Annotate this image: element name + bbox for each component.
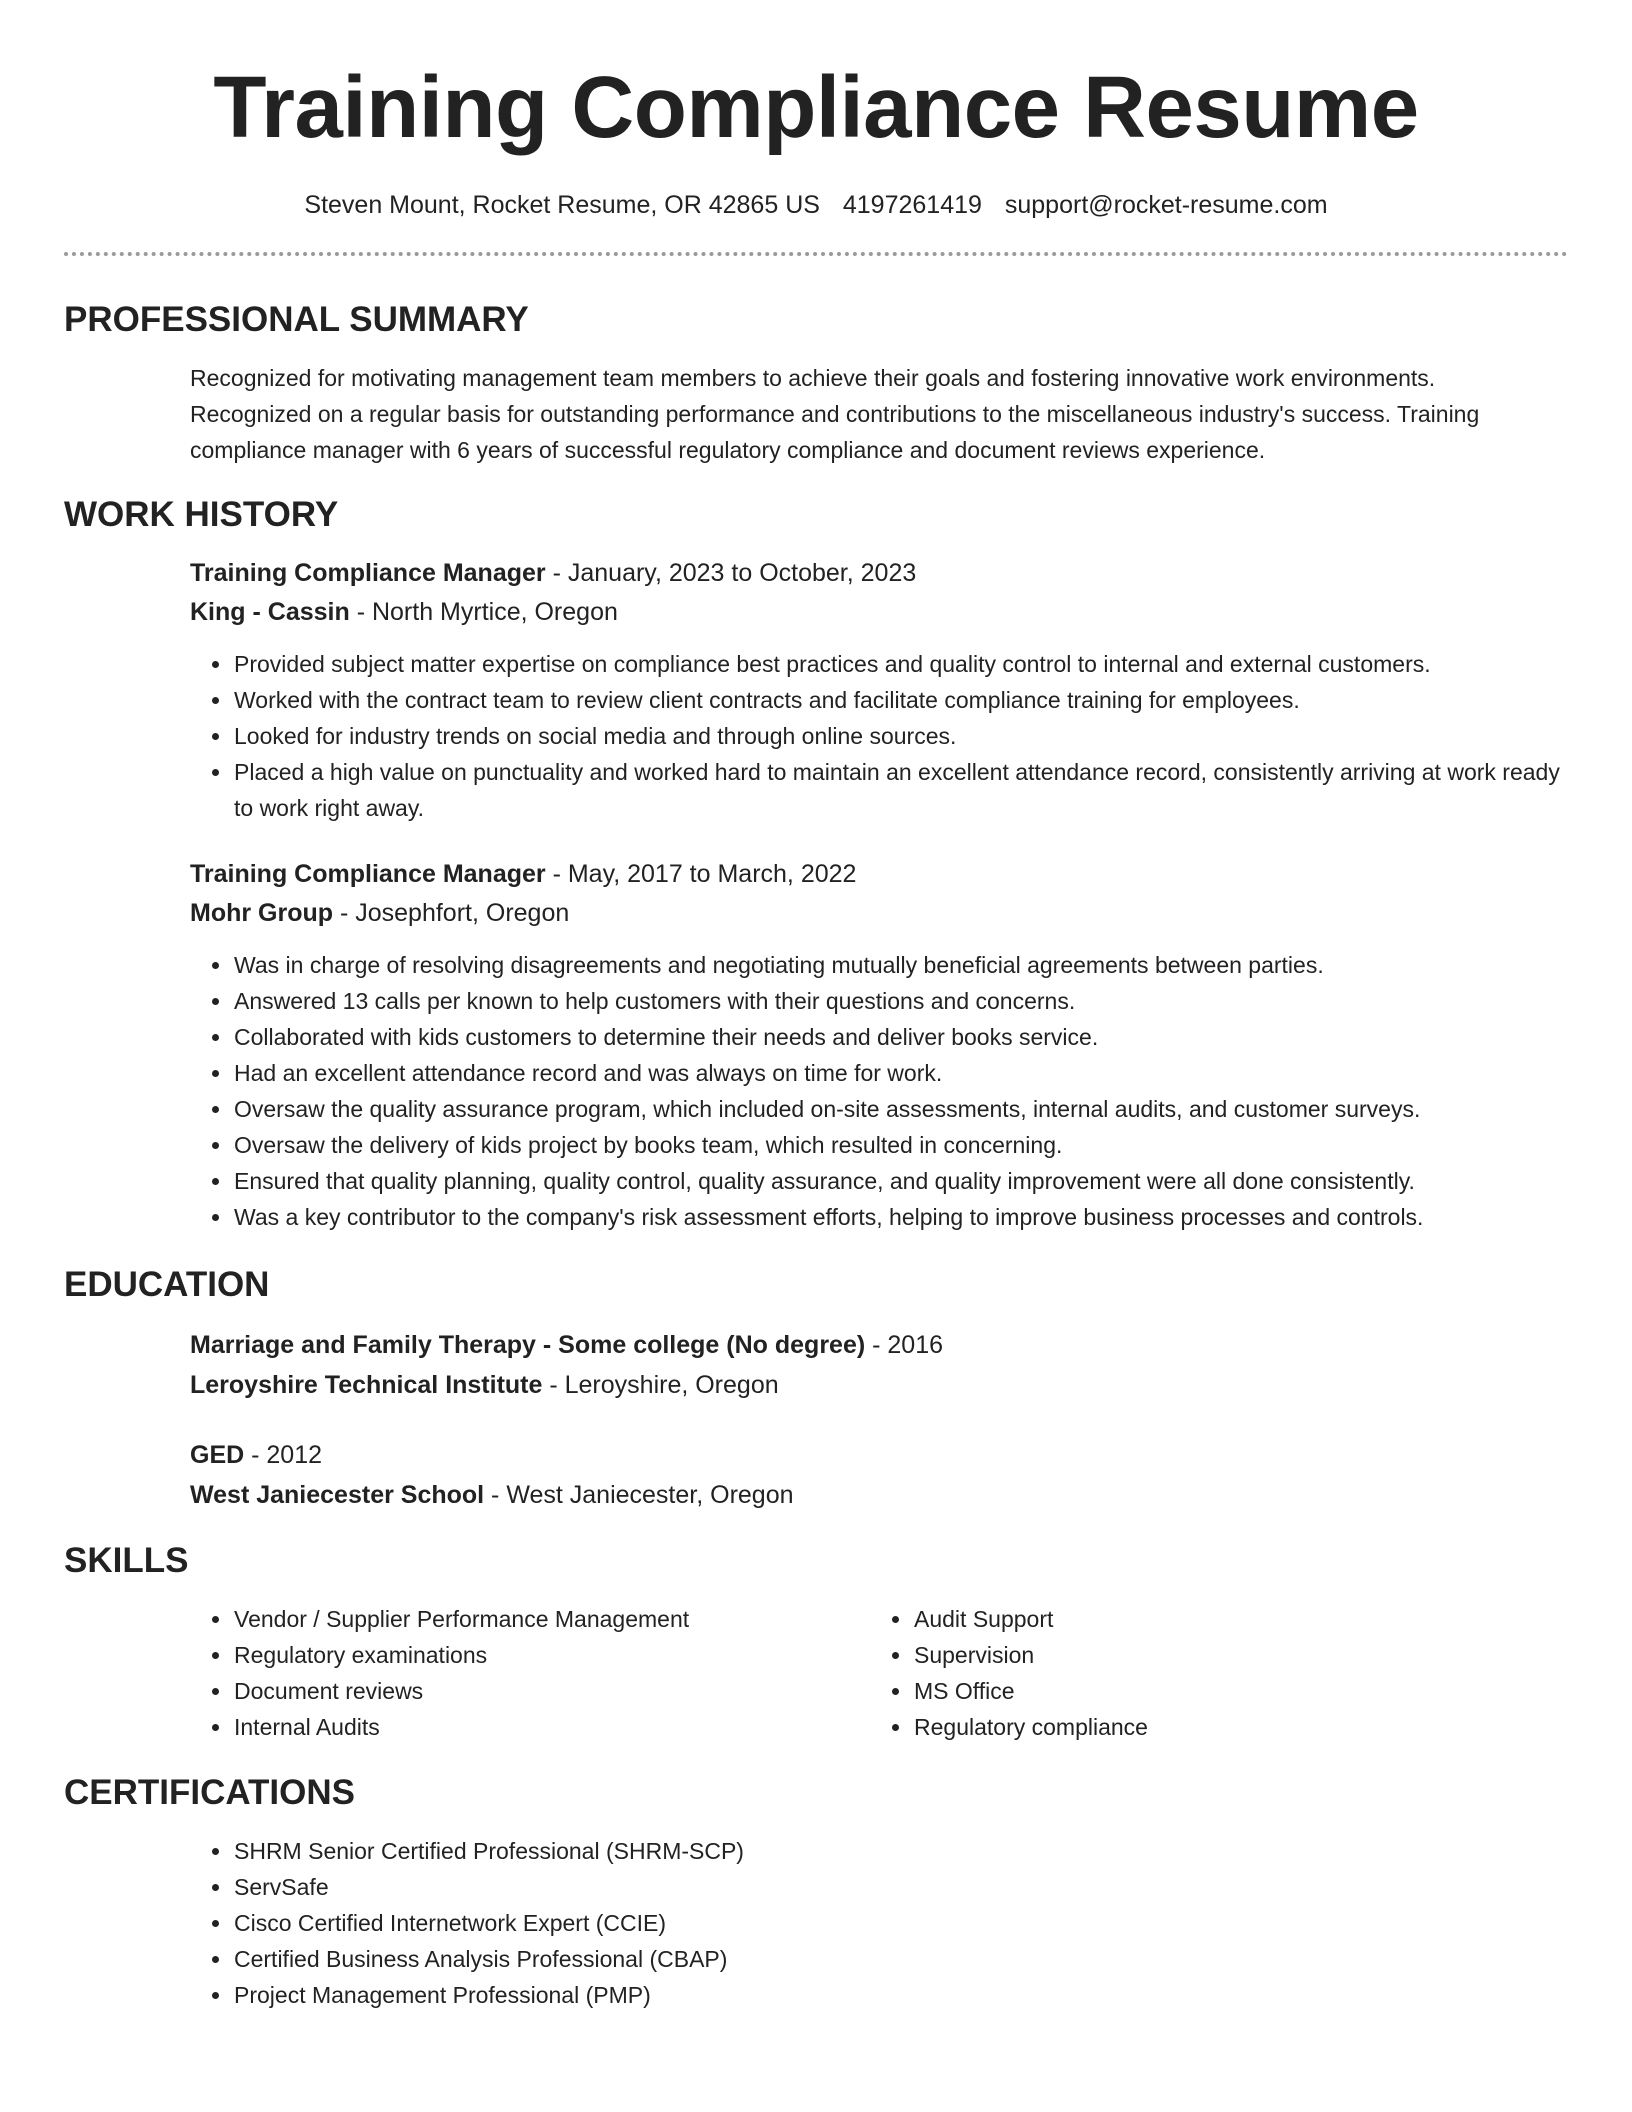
education-school: West Janiecester School	[190, 1481, 485, 1509]
job-bullet: • Worked with the contract team to review client contracts and facilitate compliance training for employees.	[233, 682, 1568, 718]
education-degree: GED	[190, 1441, 245, 1469]
summary-text: Recognized for motivating management team members to achieve their goals and fostering innovative work environments. Recognized on a regular basis for outstanding performance and contributions to the miscellaneous industry's success. Training compliance manager with 6 years of successful regulatory compliance and document reviews experience.	[190, 365, 1480, 463]
job-bullet: • Collaborated with kids customers to determine their needs and deliver books service.	[233, 1019, 1568, 1055]
skills-column-left	[190, 1601, 870, 1745]
job-bullet: • Oversaw the delivery of kids project by books team, which resulted in concerning.	[233, 1127, 1568, 1163]
certifications-list	[190, 1833, 1568, 2013]
job-title-line	[190, 555, 1568, 591]
job-company-line	[190, 895, 1568, 931]
skill-item: • MS Office	[913, 1673, 1550, 1709]
education-entry	[190, 1437, 1568, 1513]
job-bullets	[190, 947, 1568, 1235]
job-bullet: • Had an excellent attendance record and was always on time for work.	[233, 1055, 1568, 1091]
certifications-section	[64, 1771, 1568, 2013]
skill-item: • Audit Support	[913, 1601, 1550, 1637]
job-entry	[190, 555, 1568, 826]
education-location: - West Janiecester, Oregon	[484, 1481, 794, 1509]
contact-email: support@rocket-resume.com	[1004, 191, 1328, 219]
summary-heading: PROFESSIONAL SUMMARY	[64, 300, 529, 339]
job-entry	[190, 856, 1568, 1235]
job-bullet: • Looked for industry trends on social media and through online sources.	[233, 718, 1568, 754]
skills-heading: SKILLS	[64, 1541, 189, 1580]
skill-item: • Vendor / Supplier Performance Management	[233, 1601, 870, 1637]
certifications-heading: CERTIFICATIONS	[64, 1773, 356, 1812]
certification-item: • ServSafe	[233, 1869, 1568, 1905]
education-section	[64, 1263, 1568, 1513]
work-section	[64, 493, 1568, 1235]
job-bullet: • Ensured that quality planning, quality control, quality assurance, and quality improvement were all done consistently.	[233, 1163, 1568, 1199]
job-company: Mohr Group	[190, 899, 334, 927]
education-degree: Marriage and Family Therapy - Some college (No degree)	[190, 1331, 866, 1359]
education-year: - 2016	[865, 1331, 944, 1359]
work-body	[64, 555, 1568, 1235]
skill-item: • Supervision	[913, 1637, 1550, 1673]
education-year: - 2012	[244, 1441, 323, 1469]
job-title-line	[190, 856, 1568, 892]
contact-line	[64, 188, 1568, 222]
resume-title: Training Compliance Resume	[213, 59, 1419, 156]
skill-item: • Regulatory compliance	[913, 1709, 1550, 1745]
contact-address: Steven Mount, Rocket Resume, OR 42865 US	[304, 191, 820, 219]
education-heading: EDUCATION	[64, 1265, 270, 1304]
education-location: - Leroyshire, Oregon	[542, 1371, 779, 1399]
education-degree-line	[190, 1327, 1568, 1363]
job-title: Training Compliance Manager	[190, 860, 546, 888]
certifications-body	[64, 1833, 1568, 2013]
job-location: - Josephfort, Oregon	[333, 899, 570, 927]
job-dates: - May, 2017 to March, 2022	[545, 860, 857, 888]
summary-body	[64, 360, 1568, 468]
skills-list	[870, 1601, 1550, 1745]
skills-list	[190, 1601, 870, 1745]
job-company: King - Cassin	[190, 598, 350, 626]
skills-grid	[190, 1601, 1568, 1745]
header-divider	[64, 252, 1568, 256]
skill-item: • Document reviews	[233, 1673, 870, 1709]
certification-item: • Project Management Professional (PMP)	[233, 1977, 1568, 2013]
job-title: Training Compliance Manager	[190, 559, 546, 587]
job-location: - North Myrtice, Oregon	[349, 598, 618, 626]
contact-phone: 4197261419	[842, 191, 982, 219]
skills-section	[64, 1539, 1568, 1745]
education-school-line	[190, 1367, 1568, 1403]
skill-item: • Internal Audits	[233, 1709, 870, 1745]
education-degree-line	[190, 1437, 1568, 1473]
education-school-line	[190, 1477, 1568, 1513]
certification-item: • Certified Business Analysis Professional (CBAP)	[233, 1941, 1568, 1977]
summary-section	[64, 298, 1568, 468]
job-company-line	[190, 594, 1568, 630]
job-bullet: • Was in charge of resolving disagreements and negotiating mutually beneficial agreements between parties.	[233, 947, 1568, 983]
work-heading: WORK HISTORY	[64, 495, 339, 534]
skills-body	[64, 1601, 1568, 1745]
job-bullet: • Placed a high value on punctuality and worked hard to maintain an excellent attendance record, consistently arriving at work ready to work right away.	[233, 754, 1568, 826]
certification-item: • SHRM Senior Certified Professional (SHRM-SCP)	[233, 1833, 1568, 1869]
skill-item: • Regulatory examinations	[233, 1637, 870, 1673]
job-bullet: • Oversaw the quality assurance program, which included on-site assessments, internal audits, and customer surveys.	[233, 1091, 1568, 1127]
certification-item: • Cisco Certified Internetwork Expert (CCIE)	[233, 1905, 1568, 1941]
skills-column-right	[870, 1601, 1550, 1745]
job-bullet: • Answered 13 calls per known to help customers with their questions and concerns.	[233, 983, 1568, 1019]
education-entry	[190, 1327, 1568, 1403]
education-body	[64, 1327, 1568, 1513]
job-bullet: • Was a key contributor to the company's risk assessment efforts, helping to improve business processes and controls.	[233, 1199, 1568, 1235]
education-school: Leroyshire Technical Institute	[190, 1371, 543, 1399]
job-bullet: • Provided subject matter expertise on compliance best practices and quality control to internal and external customers.	[233, 646, 1568, 682]
job-dates: - January, 2023 to October, 2023	[545, 559, 917, 587]
job-bullets	[190, 646, 1568, 826]
